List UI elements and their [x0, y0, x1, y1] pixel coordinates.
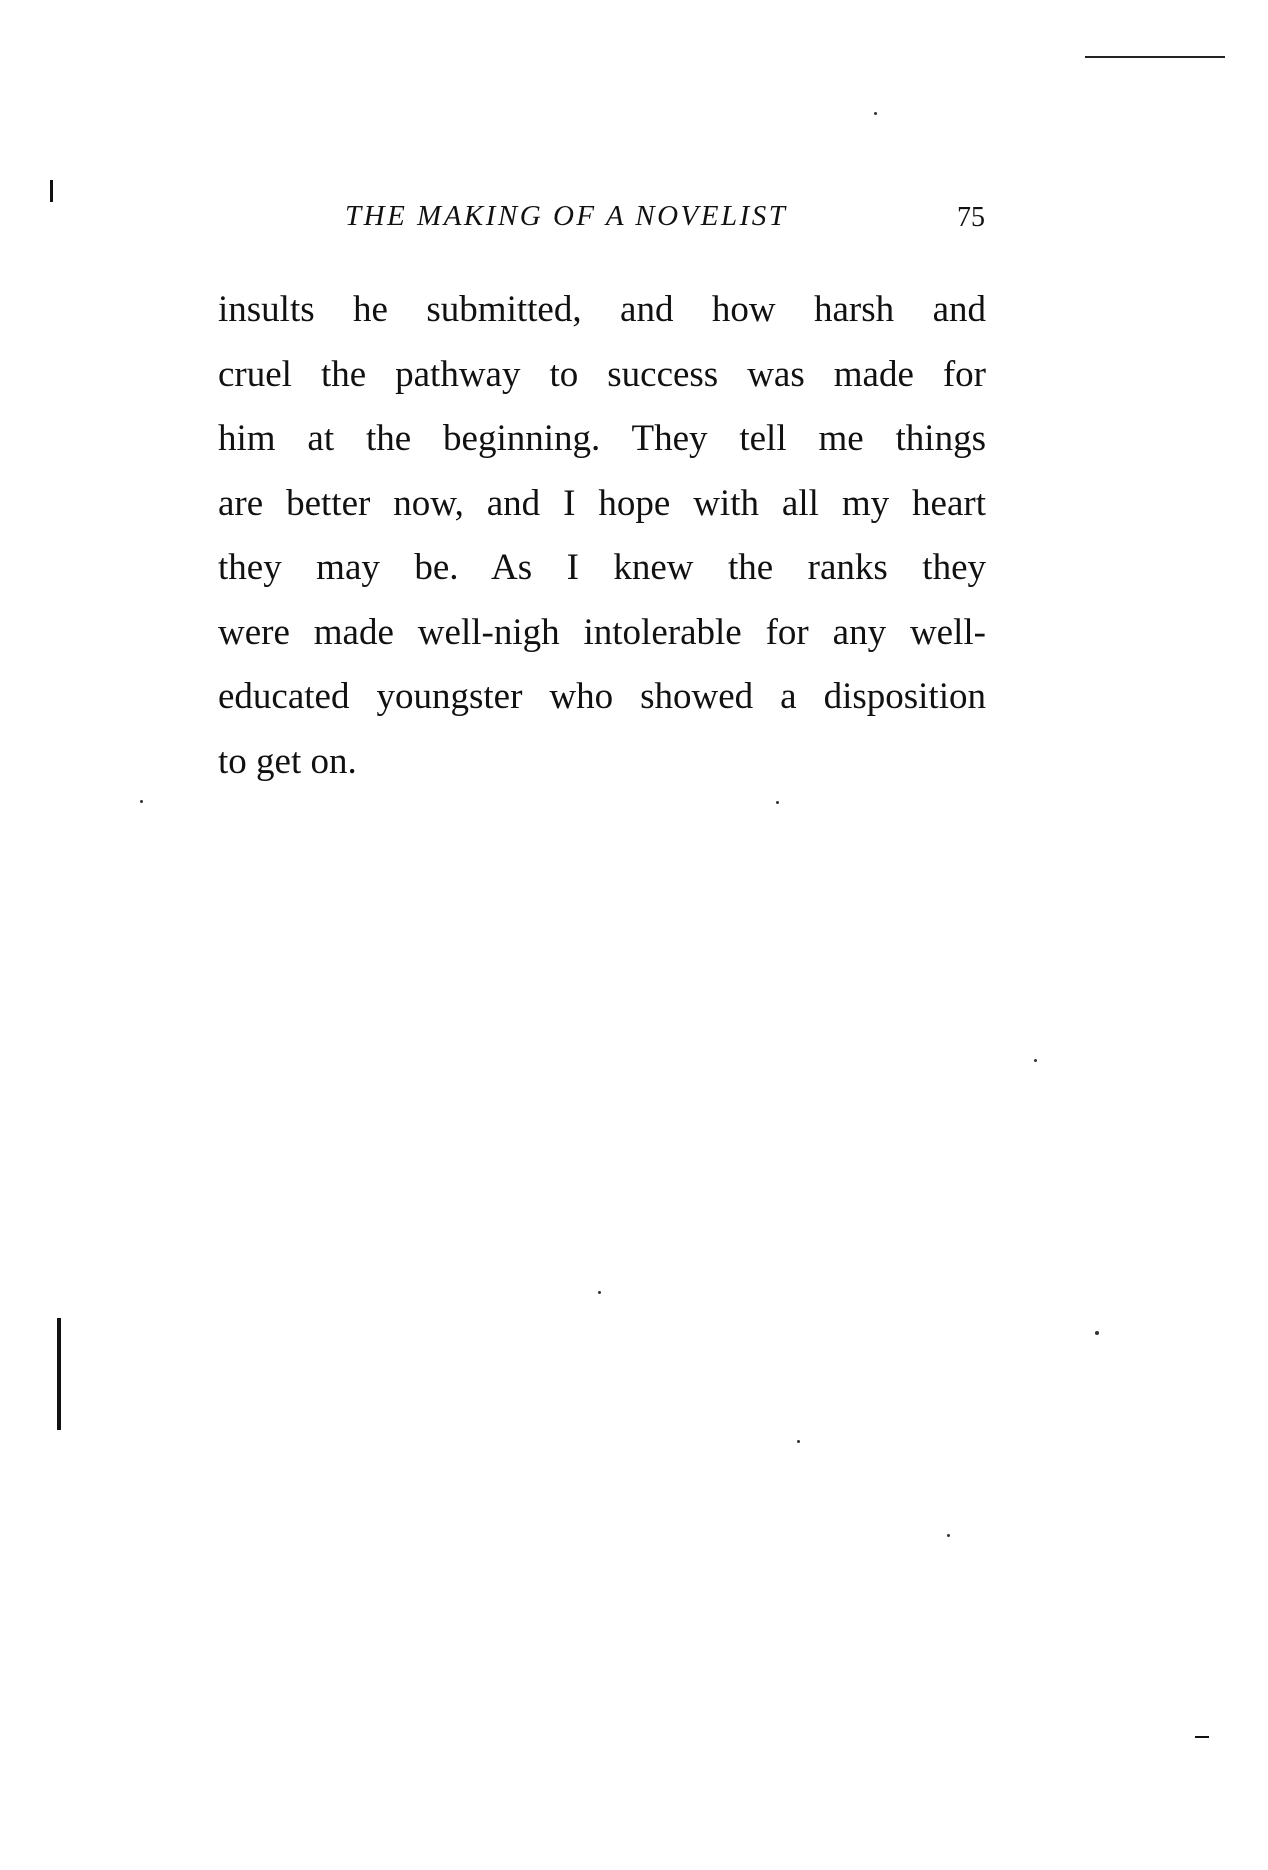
- text-line: to get on.: [218, 740, 357, 782]
- scan-mark-left-bar: [57, 1318, 61, 1430]
- scan-speck: [1095, 1331, 1099, 1335]
- scan-mark-right-dash: [1195, 1736, 1209, 1738]
- text-line: are better now, and I hope with all my heart: [218, 482, 986, 524]
- scan-speck: [874, 112, 877, 115]
- text-line: him at the beginning. They tell me things: [218, 418, 986, 459]
- running-head: [345, 200, 985, 240]
- scan-mark-top-left: [50, 180, 53, 202]
- scan-speck: [797, 1440, 800, 1443]
- text-line: cruel the pathway to success was made for: [218, 353, 986, 395]
- text-line: were made well-nigh intolerable for any well-: [218, 611, 986, 653]
- scan-speck: [598, 1291, 601, 1294]
- scan-edge-rule: [1085, 56, 1225, 58]
- body-paragraph: [218, 278, 986, 794]
- scan-speck: [947, 1534, 950, 1537]
- scan-speck: [1034, 1059, 1037, 1062]
- page-number: 75: [957, 202, 985, 233]
- scan-speck: [140, 800, 143, 803]
- text-line: insults he submitted, and how harsh and: [218, 289, 986, 330]
- running-title: THE MAKING OF A NOVELIST: [345, 200, 788, 232]
- text-line: they may be. As I knew the ranks they: [218, 547, 986, 588]
- scan-speck: [776, 801, 779, 804]
- text-line: educated youngster who showed a disposition: [218, 676, 986, 717]
